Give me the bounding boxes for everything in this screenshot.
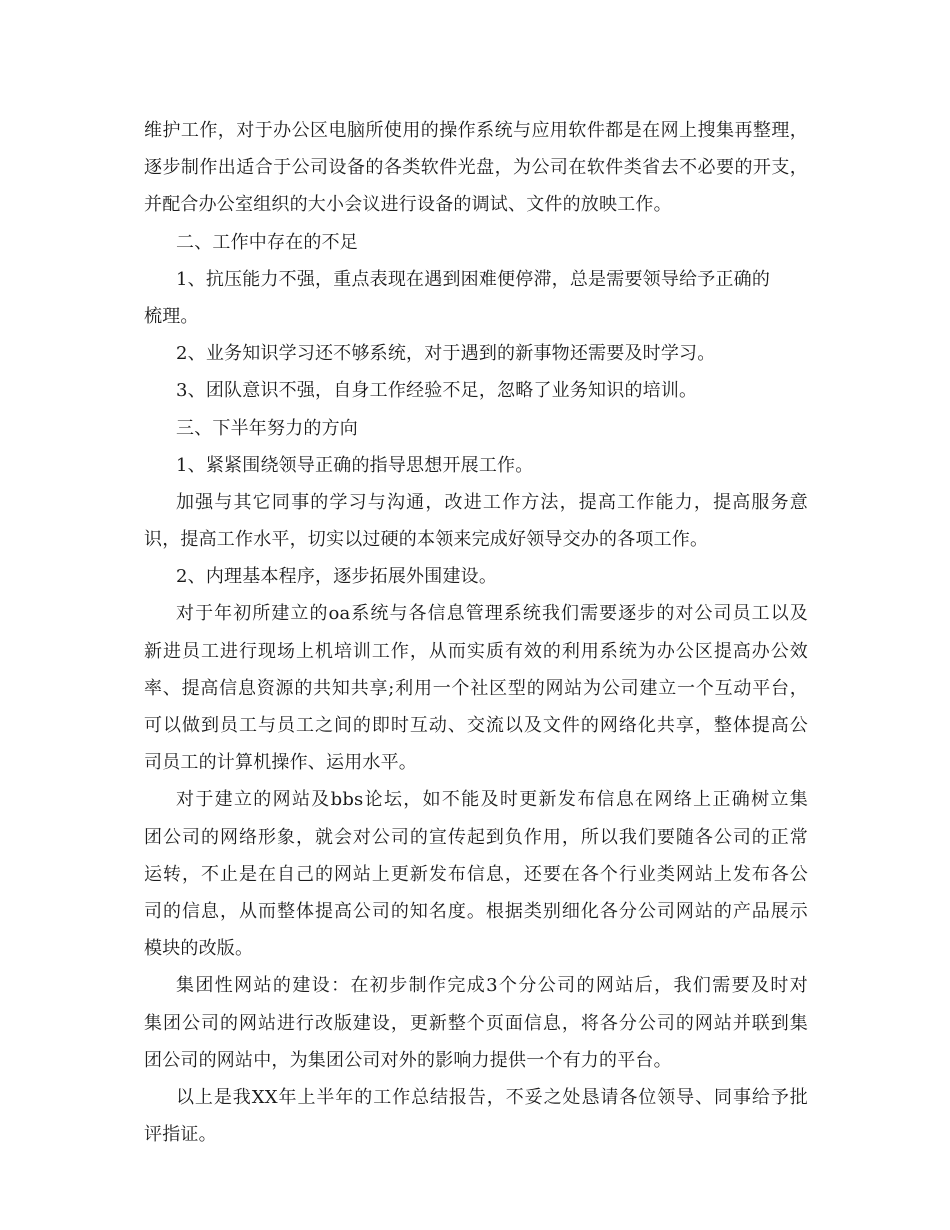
text-line: 三、下半年努力的方向 (176, 417, 358, 439)
text-line: 率、提高信息资源的共知共享;利用一个社区型的网站为公司建立一个互动平台， (144, 677, 808, 699)
text-line: 对于年初所建立的oa系统与各信息管理系统我们需要逐步的对公司员工以及 (176, 603, 808, 625)
text-line: 集团公司的网站进行改版建设，更新整个页面信息，将各分公司的网站并联到集 (144, 1012, 808, 1034)
text-line: 司员工的计算机操作、运用水平。 (144, 752, 417, 774)
text-line: 司的信息，从而整体提高公司的知名度。根据类别细化各分公司网站的产品展示 (144, 900, 808, 922)
text-line: 2、内理基本程序，逐步拓展外围建设。 (176, 566, 498, 588)
text-line: 集团性网站的建设：在初步制作完成3个分公司的网站后，我们需要及时对 (176, 975, 808, 997)
text-line: 团公司的网站中，为集团公司对外的影响力提供一个有力的平台。 (144, 1049, 672, 1071)
text-line: 并配合办公室组织的大小会议进行设备的调试、文件的放映工作。 (144, 194, 672, 216)
text-line: 1、抗压能力不强，重点表现在遇到困难便停滞，总是需要领导给予正确的 (176, 268, 771, 290)
text-line: 团公司的网络形象，就会对公司的宣传起到负作用，所以我们要随各公司的正常 (144, 826, 808, 848)
document-body (144, 112, 808, 1153)
text-line: 评指证。 (144, 1124, 217, 1146)
text-line: 维护工作，对于办公区电脑所使用的操作系统与应用软件都是在网上搜集再整理， (144, 120, 808, 141)
text-line: 3、团队意识不强，自身工作经验不足，忽略了业务知识的培训。 (176, 380, 698, 402)
text-line: 可以做到员工与员工之间的即时互动、交流以及文件的网络化共享，整体提高公 (144, 715, 808, 736)
text-line: 对于建立的网站及bbs论坛，如不能及时更新发布信息在网络上正确树立集 (176, 789, 808, 811)
text-line: 2、业务知识学习还不够系统，对于遇到的新事物还需要及时学习。 (176, 343, 716, 365)
text-line: 1、紧紧围绕领导正确的指导思想开展工作。 (176, 454, 534, 476)
text-line: 运转，不止是在自己的网站上更新发布信息，还要在各个行业类网站上发布各公 (144, 863, 808, 885)
text-line: 识，提高工作水平，切实以过硬的本领来完成好领导交办的各项工作。 (144, 529, 709, 551)
text-line: 以上是我XX年上半年的工作总结报告，不妥之处恳请各位领导、同事给予批 (176, 1086, 808, 1108)
text-line: 逐步制作出适合于公司设备的各类软件光盘，为公司在软件类省去不必要的开支， (144, 157, 808, 179)
text-line: 二、工作中存在的不足 (176, 231, 358, 253)
text-line: 新进员工进行现场上机培训工作，从而实质有效的利用系统为办公区提高办公效 (144, 640, 808, 662)
text-line: 模块的改版。 (144, 938, 254, 960)
text-line: 加强与其它同事的学习与沟通，改进工作方法，提高工作能力，提高服务意 (176, 491, 808, 513)
text-line: 梳理。 (144, 305, 199, 327)
